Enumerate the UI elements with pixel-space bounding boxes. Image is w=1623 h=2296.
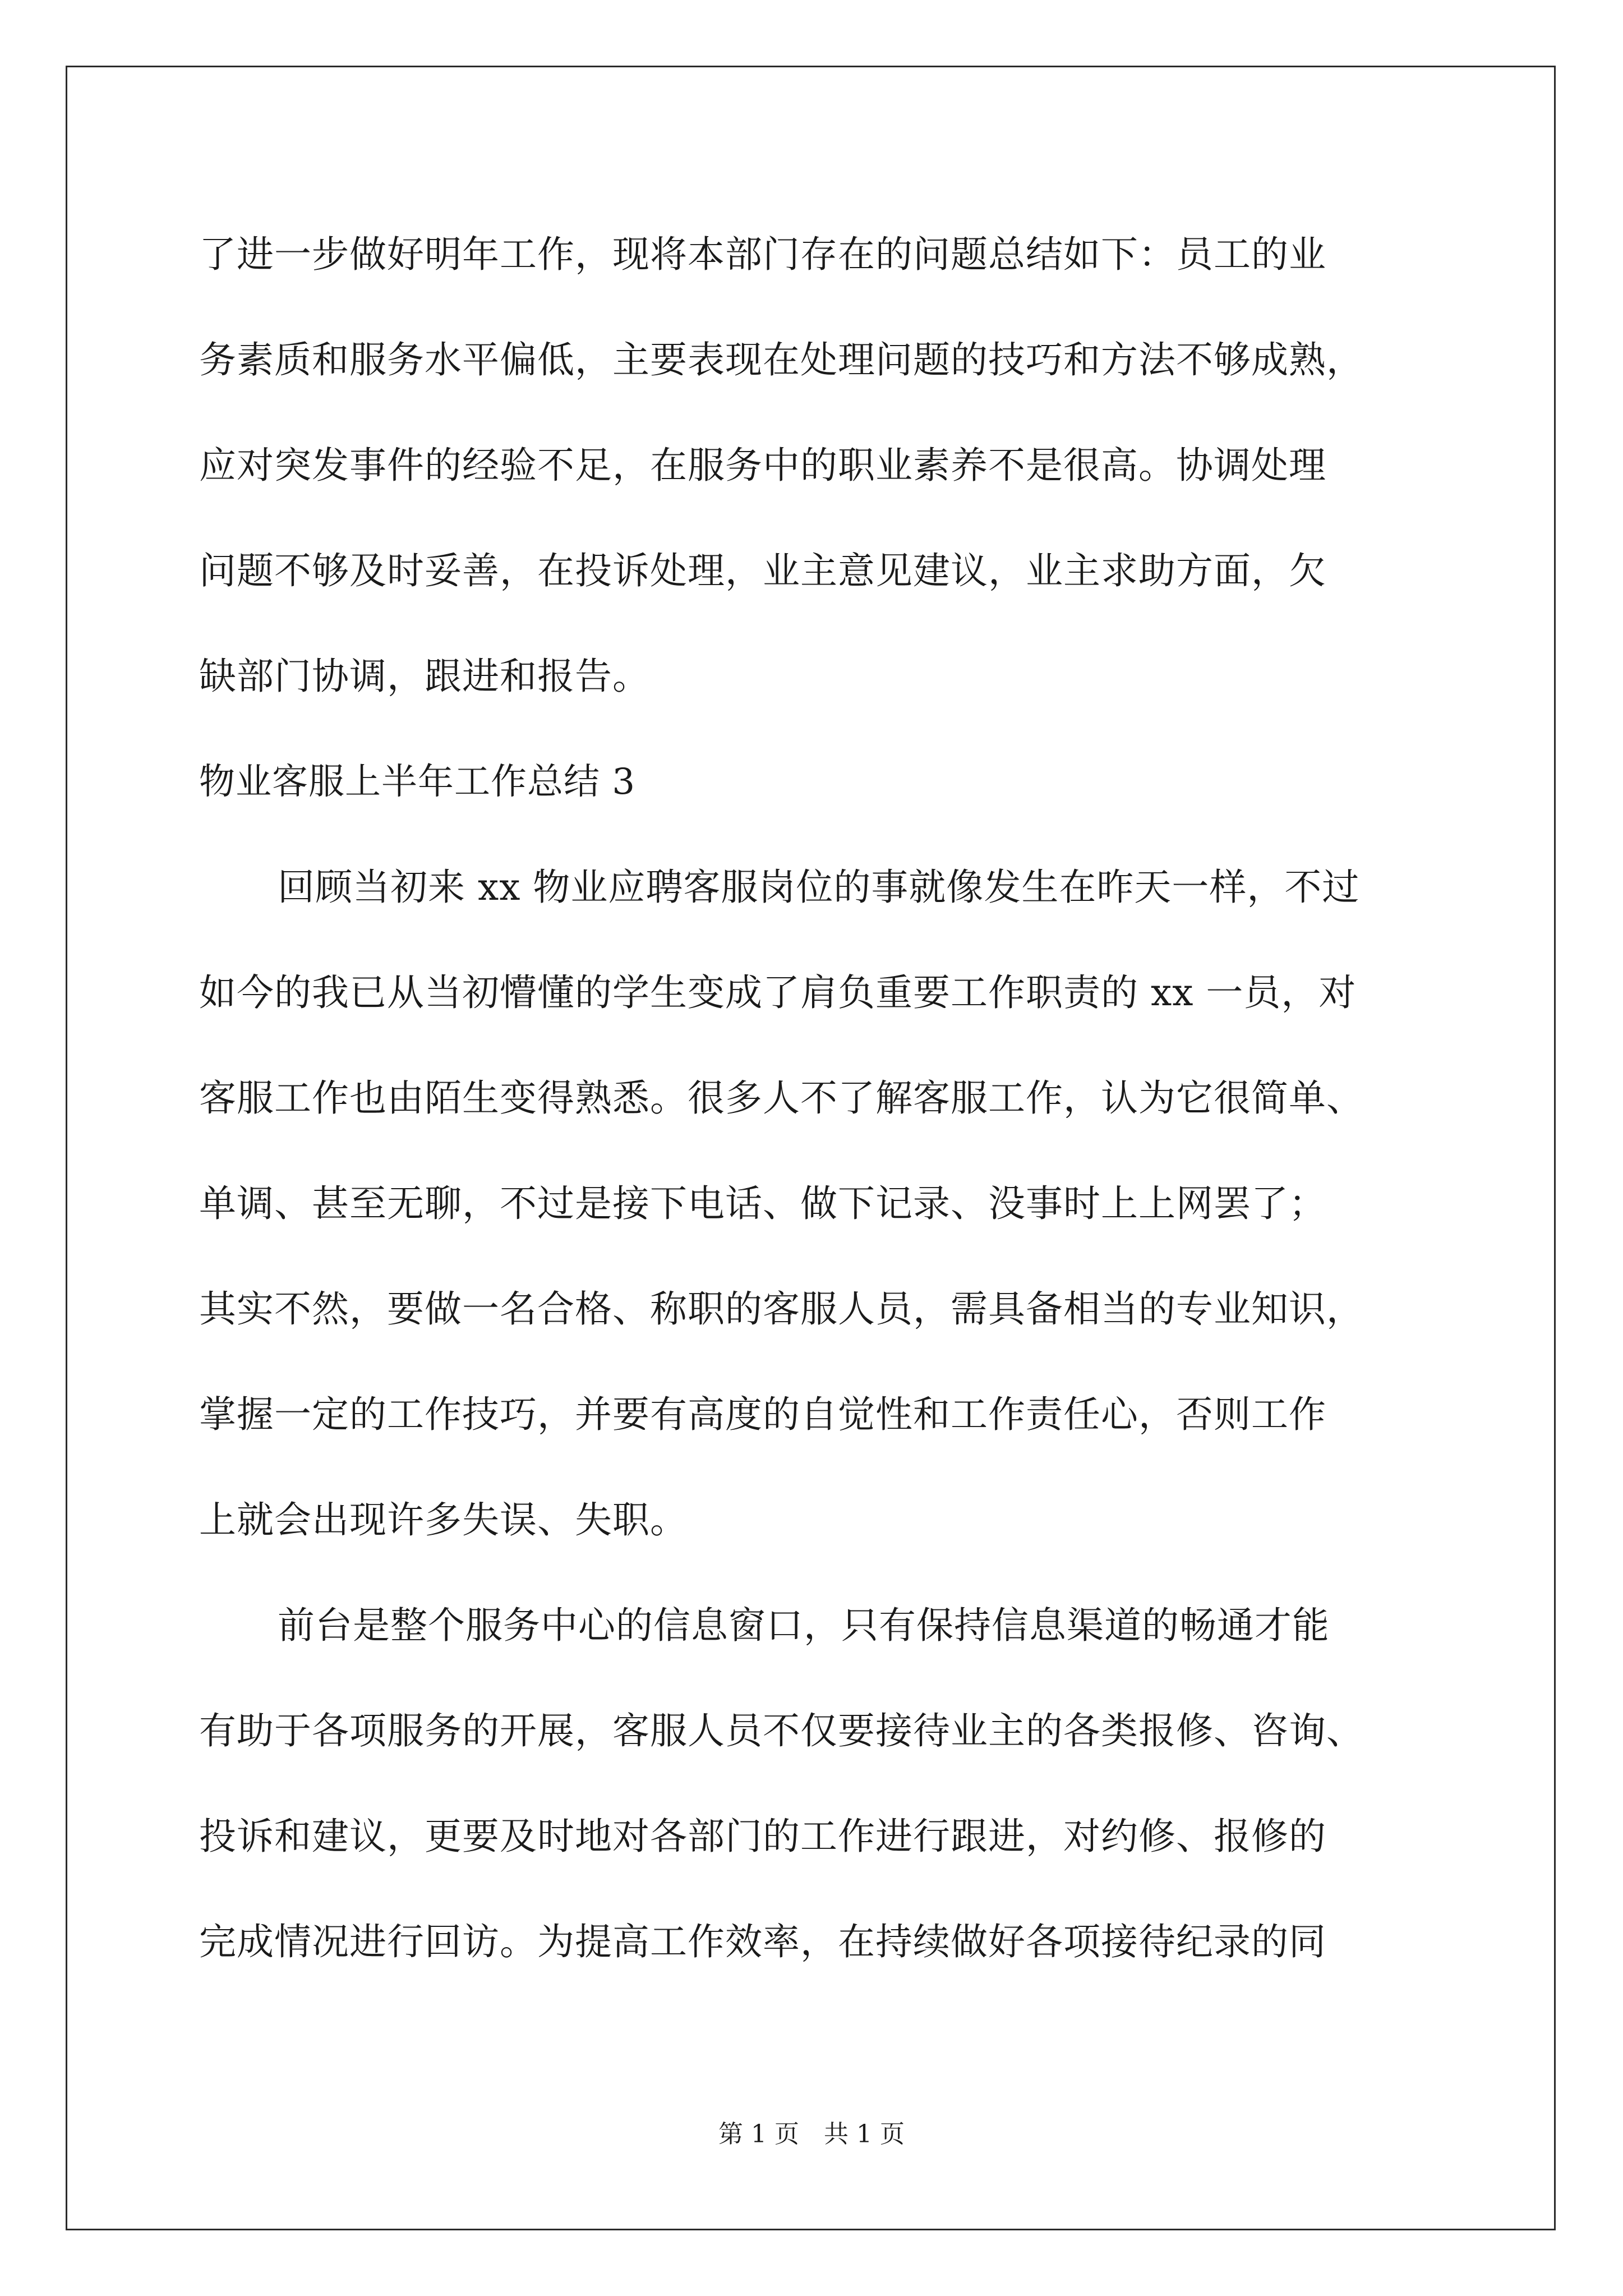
text-line: 掌握一定的工作技巧，并要有高度的自觉性和工作责任心，否则工作	[199, 1393, 1326, 1436]
text-line: 应对突发事件的经验不足，在服务中的职业素养不是很高。协调处理	[199, 444, 1326, 487]
text-line: 了进一步做好明年工作，现将本部门存在的问题总结如下：员工的业	[199, 233, 1326, 276]
paragraph-2	[199, 835, 1433, 1573]
text-line: 回顾当初来 xx 物业应聘客服岗位的事就像发生在昨天一样，不过	[278, 866, 1360, 909]
text-line: 前台是整个服务中心的信息窗口，只有保持信息渠道的畅通才能	[278, 1604, 1330, 1647]
text-line: 其实不然，要做一名合格、称职的客服人员，需具备相当的专业知识，	[199, 1287, 1364, 1331]
page-footer: 第 1 页 共 1 页	[718, 2120, 905, 2148]
paragraph-3	[199, 1573, 1433, 1995]
text-line: 有助于各项服务的开展，客服人员不仅要接待业主的各类报修、咨询、	[199, 1709, 1364, 1752]
text-line: 上就会出现许多失误、失职。	[199, 1498, 688, 1542]
text-line: 完成情况进行回访。为提高工作效率，在持续做好各项接待纪录的同	[199, 1920, 1326, 1963]
paragraph-1	[199, 202, 1433, 729]
text-line: 问题不够及时妥善，在投诉处理，业主意见建议，业主求助方面，欠	[199, 549, 1326, 592]
text-line: 客服工作也由陌生变得熟悉。很多人不了解客服工作，认为它很简单、	[199, 1076, 1364, 1120]
section-heading: 物业客服上半年工作总结 3	[199, 761, 636, 803]
text-line: 单调、甚至无聊，不过是接下电话、做下记录、没事时上上网罢了；	[199, 1182, 1326, 1225]
document-body	[199, 202, 1433, 1995]
text-line: 务素质和服务水平偏低，主要表现在处理问题的技巧和方法不够成熟，	[199, 338, 1364, 381]
text-line: 投诉和建议，更要及时地对各部门的工作进行跟进，对约修、报修的	[199, 1815, 1326, 1858]
text-line: 缺部门协调，跟进和报告。	[199, 655, 650, 698]
text-line: 如今的我已从当初懵懂的学生变成了肩负重要工作职责的 xx 一员，对	[199, 971, 1357, 1014]
